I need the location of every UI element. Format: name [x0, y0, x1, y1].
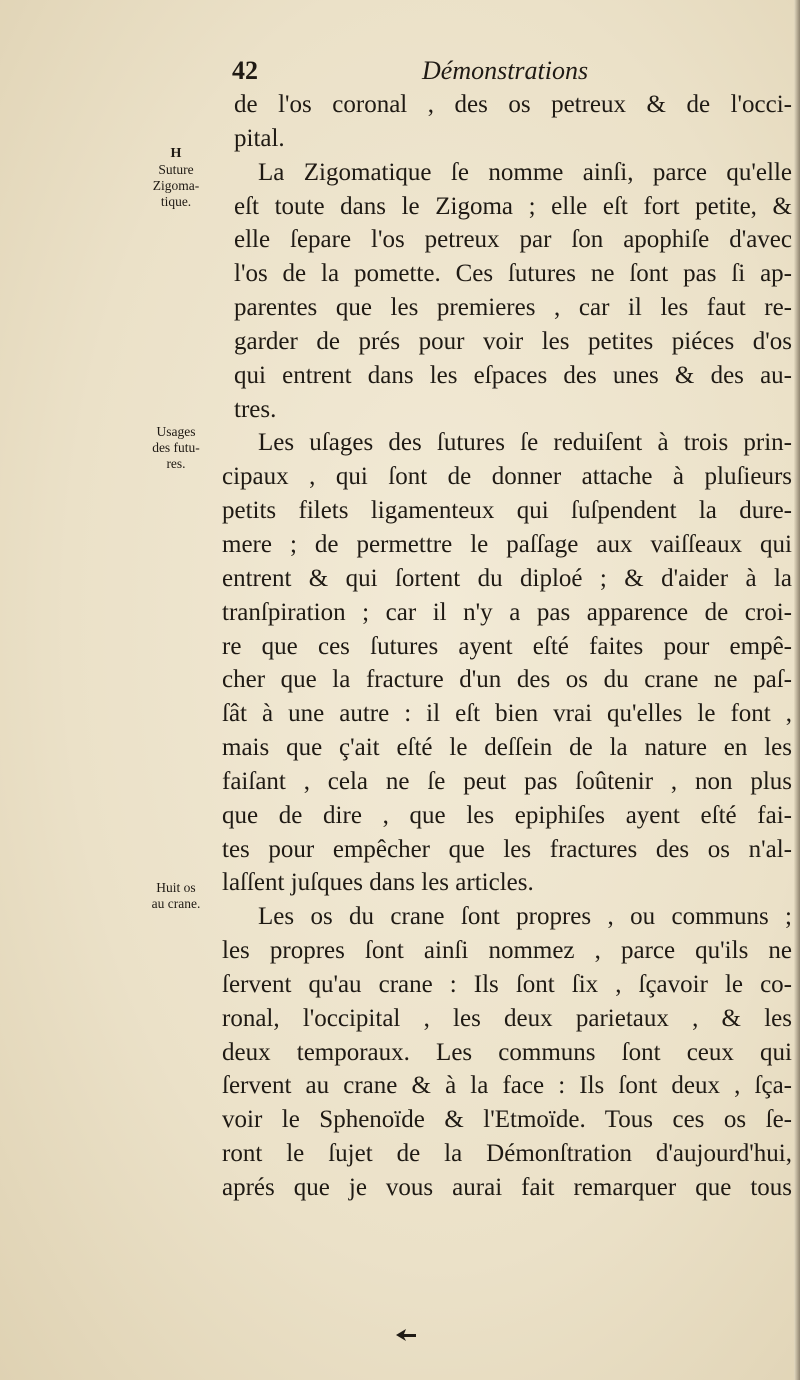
text-line: ſervent au crane & à la face : Ils ſont deux , ſça- [222, 1072, 792, 1100]
text-line: cipaux , qui ſont de donner attache à pluſieurs [222, 463, 792, 491]
marginal-letter: H [170, 146, 182, 161]
text-line: garder de prés pour voir les petites piéces d'os [234, 327, 792, 355]
text-line: ſât à une autre : il eſt bien vrai qu'elles le font , [222, 700, 792, 728]
text-line: eſt toute dans le Zigoma ; elle eſt fort petite, & [234, 192, 792, 220]
marginal-note-suture-zigomatique [130, 146, 222, 210]
text-line: ront le ſujet de la Démonſtration d'aujourd'hui, [222, 1140, 792, 1168]
text-line: cher que la fracture d'un des os du crane ne paſ- [222, 666, 792, 694]
text-line: elle ſepare l'os petreux par ſon apophiſe d'avec [234, 226, 792, 254]
text-line: de l'os coronal , des os petreux & de l'occi- [234, 91, 792, 118]
text-line: re que ces ſutures ayent eſté faites pour empê- [222, 632, 792, 660]
marginal-line: Huit os [156, 880, 196, 895]
marginal-line: des futu- [152, 440, 200, 455]
page-number: 42 [232, 56, 258, 85]
text-line: faiſant , cela ne ſe peut pas ſoûtenir , non plus [222, 767, 792, 795]
text-line: parentes que les premieres , car il les faut re- [234, 294, 792, 322]
text-line: tres. [234, 395, 277, 423]
page-header [232, 56, 652, 92]
text-line: pital. [234, 124, 285, 152]
text-line: deux temporaux. Les communs ſont ceux qui [222, 1038, 792, 1066]
text-line: laſſent juſques dans les articles. [222, 869, 534, 897]
text-line: aprés que je vous aurai fait remarquer que tous [222, 1174, 792, 1201]
marginal-line: res. [166, 456, 186, 471]
text-line: mere ; de permettre le paſſage aux vaiſſeaux qui [222, 530, 792, 558]
marginal-note-usages-sutures [130, 424, 222, 472]
text-line: Les uſages des ſutures ſe reduiſent à trois prin- [258, 429, 792, 457]
signature-mark-icon [392, 1326, 420, 1344]
marginal-line: au crane. [151, 896, 201, 911]
marginal-line: Suture [158, 162, 194, 177]
text-line: ſervent qu'au crane : Ils ſont ſix , ſçavoir le co- [222, 970, 792, 998]
text-line: voir le Sphenoïde & l'Etmoïde. Tous ces os ſe- [222, 1106, 792, 1134]
text-line: que de dire , que les epiphiſes ayent eſté fai- [222, 801, 792, 829]
text-line: l'os de la pomette. Ces ſutures ne ſont pas ſi ap- [234, 260, 792, 288]
running-title: Démonstrations [422, 56, 589, 85]
text-line: mais que ç'ait eſté le deſſein de la nature en les [222, 734, 792, 762]
marginal-line: Usages [156, 424, 196, 439]
text-line: ronal, l'occipital , les deux parietaux , & les [222, 1004, 792, 1032]
marginal-line: Zigoma- [152, 178, 200, 193]
text-line: tranſpiration ; car il n'y a pas apparence de croi- [222, 598, 792, 626]
page-edge [794, 0, 800, 1380]
body-text [222, 88, 792, 1205]
text-line: entrent & qui ſortent du diploé ; & d'aider à la [222, 564, 792, 592]
marginal-line: tique. [160, 194, 192, 209]
text-line: tes pour empêcher que les fractures des os n'al- [222, 835, 792, 863]
text-line: qui entrent dans les eſpaces des unes & des au- [234, 361, 792, 389]
text-line: Les os du crane ſont propres , ou communs ; [258, 903, 792, 931]
text-line: La Zigomatique ſe nomme ainſi, parce qu'elle [258, 158, 792, 186]
marginal-note-huit-os [130, 880, 222, 912]
text-line: les propres ſont ainſi nommez , parce qu'ils ne [222, 937, 792, 965]
text-line: petits filets ligamenteux qui ſuſpendent la dure- [222, 497, 792, 525]
